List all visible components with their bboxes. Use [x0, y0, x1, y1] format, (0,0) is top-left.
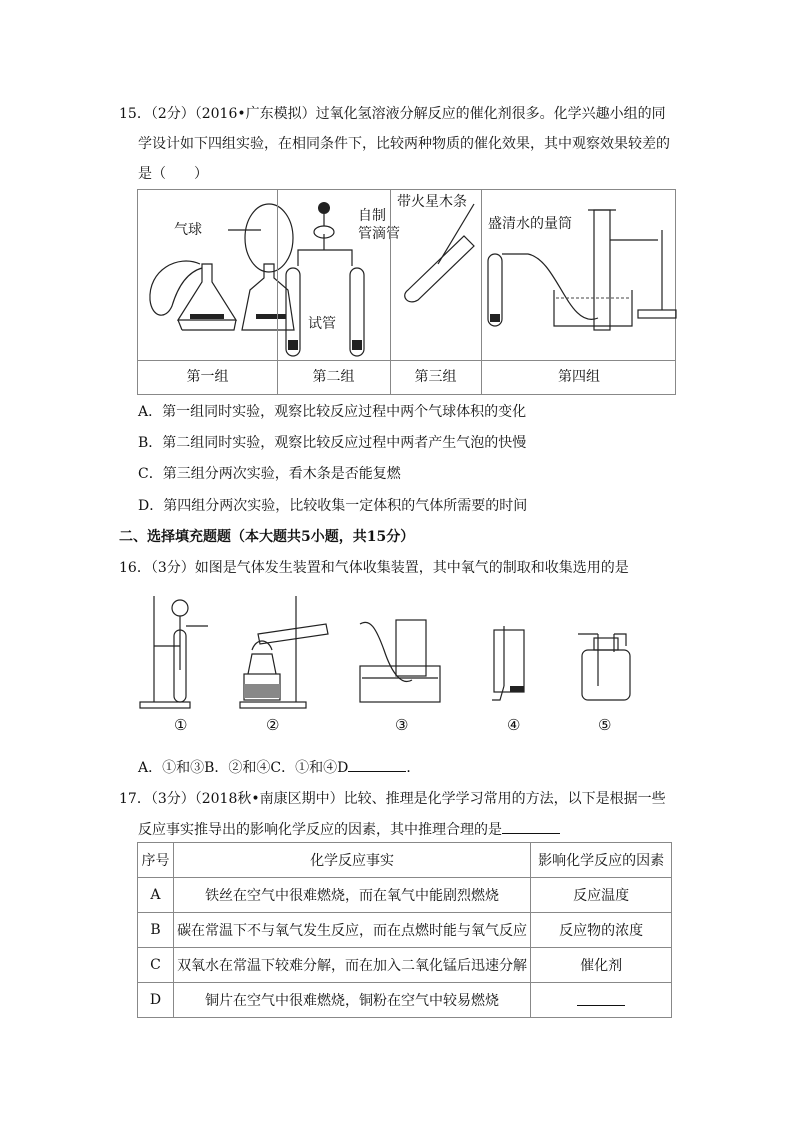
cell-fact: 双氧水在常温下较难分解，而在加入二氧化锰后迅速分解	[173, 948, 530, 983]
q16-options-text: A．①和③B．②和④C．①和④D	[138, 760, 349, 776]
label-1: ①	[174, 716, 188, 734]
q16-figure	[130, 590, 660, 740]
section-title: 二、选择填充题题（本大题共5小题，共15分）	[119, 529, 415, 545]
cell-index: B	[138, 913, 174, 948]
label-testtube: 试管	[308, 316, 336, 332]
q16-options	[138, 757, 420, 778]
label-dropper-1: 自制	[358, 208, 386, 224]
header-index: 序号	[138, 843, 174, 878]
cell-index: D	[138, 983, 174, 1018]
table-row	[138, 913, 672, 948]
table-header-row	[138, 843, 672, 878]
label-splint: 带火星木条	[397, 194, 467, 210]
cell-fact: 铜片在空气中很难燃烧，铜粉在空气中较易燃烧	[173, 983, 530, 1018]
q16-apparatus-drawing	[130, 590, 660, 715]
table-row	[138, 948, 672, 983]
label-2: ②	[266, 716, 280, 734]
answer-blank[interactable]	[502, 819, 560, 834]
label-cylinder: 盛清水的量筒	[488, 216, 572, 232]
label-dropper-2: 管滴管	[358, 226, 400, 242]
cell-fact: 碳在常温下不与氧气发生反应，而在点燃时能与氧气反应	[173, 913, 530, 948]
q15-line3: 是（ ）	[138, 166, 208, 182]
q15-line1: 15．（2分）（2016•广东模拟）过氧化氢溶液分解反应的催化剂很多。化学兴趣小组的同	[119, 106, 666, 122]
table-row	[138, 983, 672, 1018]
q17-line1: 17．（3分）（2018秋•南康区期中）比较、推理是化学学习常用的方法，以下是根据一些	[119, 791, 666, 807]
header-factor: 影响化学反应的因素	[531, 843, 672, 878]
label-3: ③	[395, 716, 409, 734]
answer-blank[interactable]	[577, 991, 625, 1006]
cell-fact: 铁丝在空气中很难燃烧，而在氧气中能剧烈燃烧	[173, 878, 530, 913]
table-row	[138, 878, 672, 913]
cell-factor-blank[interactable]	[531, 983, 672, 1018]
cell-index: C	[138, 948, 174, 983]
q15-figure	[137, 189, 676, 395]
q16-line1: 16．（3分）如图是气体发生装置和气体收集装置，其中氧气的制取和收集选用的是	[119, 560, 629, 576]
q17-line2-text: 反应事实推导出的影响化学反应的因素，其中推理合理的是	[138, 822, 502, 838]
caption-group1: 第一组	[186, 369, 229, 385]
q15-option-d: D．第四组分两次实验，比较收集一定体积的气体所需要的时间	[138, 498, 528, 514]
q17-line2	[138, 819, 560, 840]
q15-option-a: A．第一组同时实验，观察比较反应过程中两个气球体积的变化	[138, 404, 527, 420]
label-4: ④	[507, 716, 521, 734]
q16-options-end: ．	[406, 760, 421, 776]
q15-option-b: B．第二组同时实验，观察比较反应过程中两者产生气泡的快慢	[138, 435, 527, 451]
cell-index: A	[138, 878, 174, 913]
q17-table	[137, 842, 672, 1018]
caption-group3: 第三组	[414, 369, 457, 385]
q15-option-c: C．第三组分两次实验，看木条是否能复燃	[138, 466, 401, 482]
label-5: ⑤	[598, 716, 612, 734]
caption-group2: 第二组	[312, 369, 355, 385]
caption-group4: 第四组	[558, 369, 600, 385]
cell-factor: 催化剂	[531, 948, 672, 983]
answer-blank[interactable]	[348, 757, 406, 772]
q15-line2: 学设计如下四组实验，在相同条件下，比较两种物质的催化效果，其中观察效果较差的	[138, 136, 670, 152]
header-fact: 化学反应事实	[173, 843, 530, 878]
cell-factor: 反应物的浓度	[531, 913, 672, 948]
cell-factor: 反应温度	[531, 878, 672, 913]
q15-apparatus-drawing	[138, 190, 677, 360]
label-balloon: 气球	[174, 222, 202, 238]
